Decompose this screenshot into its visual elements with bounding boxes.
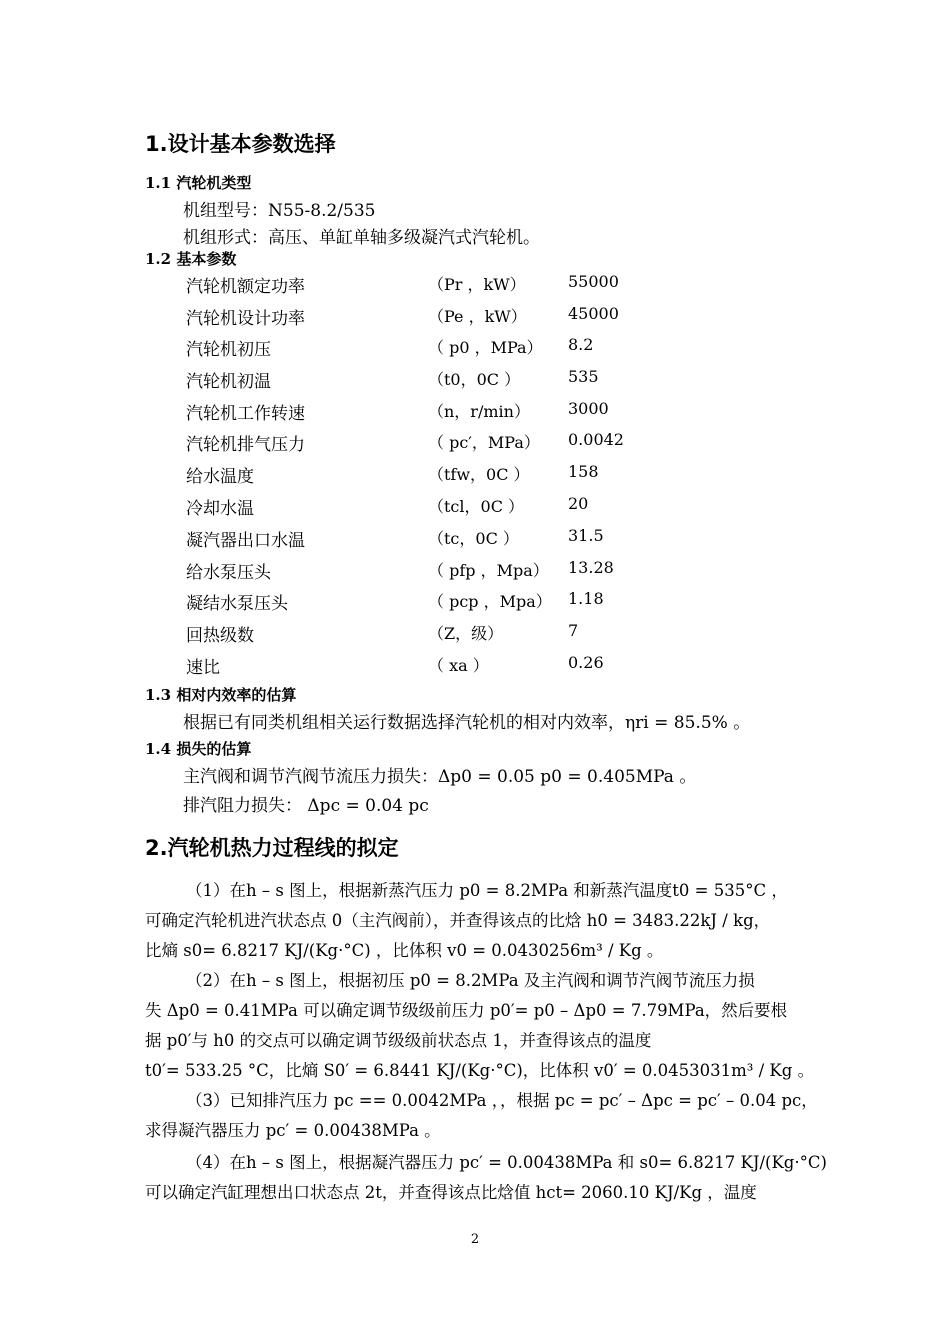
parameter-unit: （Pr ，kW） [428, 275, 526, 294]
parameter-value: 1.18 [568, 589, 604, 608]
paragraph-line: 失 Δp0 = 0.41MPa 可以确定调节级级前压力 p0′= p0 – Δp0 = 7.79MPa，然后要根 [145, 1001, 788, 1020]
parameter-value: 158 [568, 462, 599, 481]
parameter-value: 0.0042 [568, 430, 624, 449]
parameter-name: 凝汽器出口水温 [186, 531, 305, 551]
parameter-unit: （n，r/min） [428, 402, 530, 421]
throttle-loss-line: 主汽阀和调节汽阀节流压力损失：Δp0 = 0.05 p0 = 0.405MPa 。 [183, 767, 697, 787]
paragraph-line: 求得凝汽器压力 pc′ = 0.00438MPa 。 [145, 1121, 441, 1140]
exhaust-loss-line: 排汽阻力损失： Δpc = 0.04 pc [183, 796, 429, 816]
parameter-value: 20 [568, 494, 589, 513]
parameter-name: 汽轮机设计功率 [186, 309, 305, 329]
parameter-unit: （Pe ，kW） [428, 307, 527, 326]
parameter-name: 给水温度 [186, 467, 254, 487]
parameter-unit: （ p0 ，MPa） [428, 338, 543, 357]
section-1-4-heading: 1.4 损失的估算 [145, 740, 252, 758]
parameter-unit: （ pc′，MPa） [428, 433, 540, 452]
unit-model-line: 机组型号：N55-8.2/535 [183, 201, 376, 221]
parameter-value: 0.26 [568, 653, 604, 672]
section-1-2-heading: 1.2 基本参数 [145, 250, 237, 268]
parameter-name: 速比 [186, 658, 220, 678]
parameter-name: 汽轮机额定功率 [186, 277, 305, 297]
paragraph-line: （4）在h – s 图上，根据凝汽器压力 pc′ = 0.00438MPa 和 s0= 6.8217 KJ/(Kg·°C) [186, 1153, 827, 1172]
parameter-value: 13.28 [568, 558, 614, 577]
parameter-name: 汽轮机工作转速 [186, 404, 305, 424]
parameter-value: 535 [568, 367, 599, 386]
section-2-title: 2.汽轮机热力过程线的拟定 [145, 836, 399, 860]
efficiency-line: 根据已有同类机组相关运行数据选择汽轮机的相对内效率，ηri = 85.5% 。 [183, 713, 751, 733]
paragraph-line: （2）在h – s 图上，根据初压 p0 = 8.2MPa 及主汽阀和调节汽阀节流压力损 [186, 971, 755, 990]
parameter-unit: （tcl，0C ） [428, 497, 525, 516]
parameter-unit: （ xa ） [428, 656, 489, 675]
parameter-unit: （ pfp ，Mpa） [428, 561, 549, 580]
paragraph-line: 比熵 s0= 6.8217 KJ/(Kg·°C) ，比体积 v0 = 0.0430256m³ / Kg 。 [145, 941, 664, 960]
paragraph-line: t0′= 533.25 °C，比熵 S0′ = 6.8441 KJ/(Kg·°C)，比体积 v0′ = 0.0453031m³ / Kg 。 [145, 1061, 815, 1080]
parameter-value: 7 [568, 621, 579, 640]
section-1-1-heading: 1.1 汽轮机类型 [145, 174, 252, 192]
paragraph-line: （3）已知排汽压力 pc == 0.0042MPa ，，根据 pc = pc′ – Δpc = pc′ – 0.04 pc， [186, 1091, 818, 1110]
parameter-value: 55000 [568, 272, 619, 291]
parameter-name: 冷却水温 [186, 499, 254, 519]
parameter-name: 汽轮机初温 [186, 372, 271, 392]
parameter-value: 45000 [568, 304, 619, 323]
paragraph-line: （1）在h – s 图上，根据新蒸汽压力 p0 = 8.2MPa 和新蒸汽温度t0 = 535°C ， [186, 881, 788, 900]
paragraph-line: 可以确定汽缸理想出口状态点 2t，并查得该点比焓值 hct= 2060.10 KJ/Kg ，温度 [145, 1183, 757, 1202]
parameter-unit: （t0，0C ） [428, 370, 521, 389]
parameter-name: 汽轮机初压 [186, 340, 271, 360]
parameter-value: 8.2 [568, 335, 594, 354]
parameter-name: 凝结水泵压头 [186, 594, 288, 614]
parameter-value: 31.5 [568, 526, 604, 545]
parameter-name: 汽轮机排气压力 [186, 435, 305, 455]
parameter-name: 给水泵压头 [186, 563, 271, 583]
unit-form-line: 机组形式：高压、单缸单轴多级凝汽式汽轮机。 [183, 228, 540, 248]
page-number: 2 [470, 1232, 480, 1247]
parameter-unit: （ pcp ，Mpa） [428, 592, 552, 611]
section-1-3-heading: 1.3 相对内效率的估算 [145, 686, 297, 704]
parameter-unit: （tfw，0C ） [428, 465, 530, 484]
parameter-name: 回热级数 [186, 626, 254, 646]
parameter-unit: （Z，级） [428, 624, 504, 643]
section-1-title: 1.设计基本参数选择 [145, 132, 336, 156]
parameter-value: 3000 [568, 399, 609, 418]
paragraph-line: 据 p0′与 h0 的交点可以确定调节级级前状态点 1，并查得该点的温度 [145, 1031, 652, 1050]
parameter-unit: （tc，0C ） [428, 529, 519, 548]
paragraph-line: 可确定汽轮机进汽状态点 0（主汽阀前），并查得该点的比焓 h0 = 3483.22kJ / kg， [145, 911, 771, 930]
